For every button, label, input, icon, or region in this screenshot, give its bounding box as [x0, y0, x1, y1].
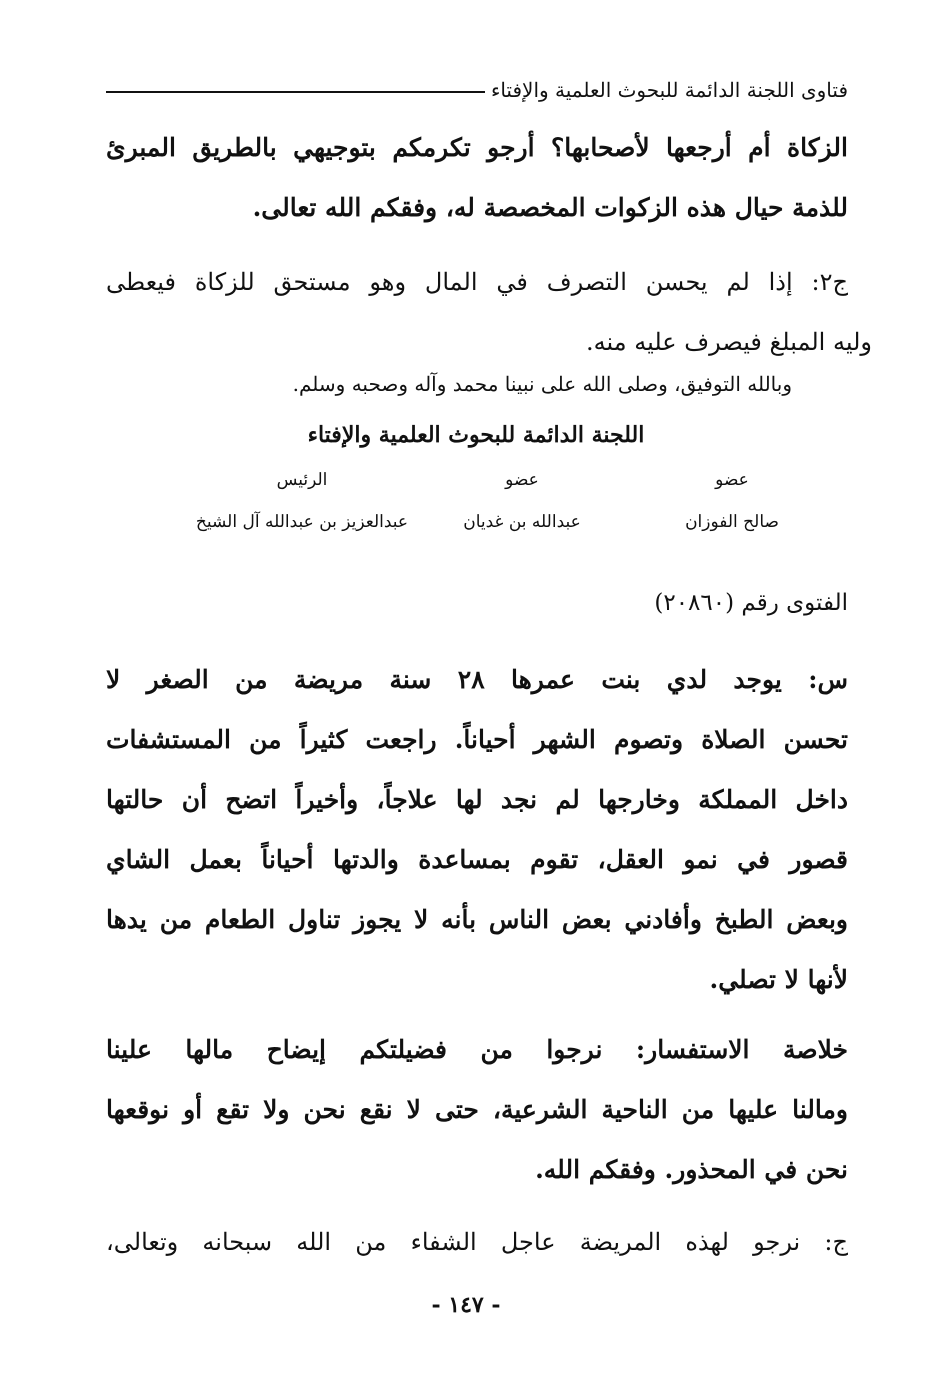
- answer-2: [106, 252, 872, 372]
- text-line: خلاصة الاستفسار: نرجوا من فضيلتكم إيضاح مالها علينا: [106, 1035, 848, 1064]
- inquiry-summary: [106, 1020, 848, 1200]
- text-line: لأنها لا تصلي.: [709, 965, 848, 994]
- text-line: ج٢: إذا لم يحسن التصرف في المال وهو مستحق للزكاة فيعطى: [106, 268, 848, 296]
- page-number: - ١٤٧ -: [431, 1292, 501, 1318]
- question: [106, 650, 848, 1010]
- text-line: ومالنا عليها من الناحية الشرعية، حتى لا نقع نحن ولا تقع أو نوقعها: [106, 1095, 848, 1124]
- answer: [106, 1212, 848, 1272]
- running-header: [106, 70, 848, 110]
- text-line: وليه المبلغ فيصرف عليه منه.: [586, 328, 872, 356]
- fatwa-number: الفتوى رقم (٢٠٨٦٠): [654, 590, 848, 616]
- signatory-name: صالح الفوزان: [685, 512, 779, 532]
- text-line: للذمة حيال هذه الزكوات المخصصة له، وفقكم الله تعالى.: [252, 193, 848, 222]
- closing-formula: وبالله التوفيق، وصلى الله على نبينا محمد وآله وصحبه وسلم.: [292, 372, 792, 396]
- text-line: س: يوجد لدي بنت عمرها ٢٨ سنة مريضة من الصغر لا: [106, 665, 848, 694]
- text-line: ج: نرجو لهذه المريضة عاجل الشفاء من الله سبحانه وتعالى،: [106, 1228, 848, 1256]
- text-line: تحسن الصلاة وتصوم الشهر أحياناً. راجعت كثيراً من المستشفات: [106, 725, 848, 754]
- text-line: نحن في المحذور. وفقكم الله.: [535, 1155, 848, 1184]
- text-line: داخل المملكة وخارجها لم نجد لها علاجاً، وأخيراً اتضح أن حالتها: [106, 785, 848, 814]
- signatory-role: الرئيس: [276, 470, 328, 490]
- text-line: قصور في نمو العقل، تقوم بمساعدة والدتها أحياناً بعمل الشاي: [106, 845, 848, 874]
- text-line: الزكاة أم أرجعها لأصحابها؟ أرجو تكرمكم بتوجيهي بالطريق المبرئ: [106, 133, 848, 162]
- committee-name: اللجنة الدائمة للبحوث العلمية والإفتاء: [307, 422, 645, 448]
- header-rule: [106, 91, 485, 93]
- running-header-title: فتاوى اللجنة الدائمة للبحوث العلمية والإفتاء: [490, 78, 848, 102]
- signatory-name: عبدالعزيز بن عبدالله آل الشيخ: [195, 512, 409, 532]
- signatory-name: عبدالله بن غديان: [463, 512, 581, 532]
- signatory-role: عضو: [715, 470, 749, 490]
- question-continued: [106, 118, 848, 238]
- text-line: وبعض الطبخ وأفادني بعض الناس بأنه لا يجوز تناول الطعام من يدها: [106, 905, 848, 934]
- signatory-role: عضو: [505, 470, 539, 490]
